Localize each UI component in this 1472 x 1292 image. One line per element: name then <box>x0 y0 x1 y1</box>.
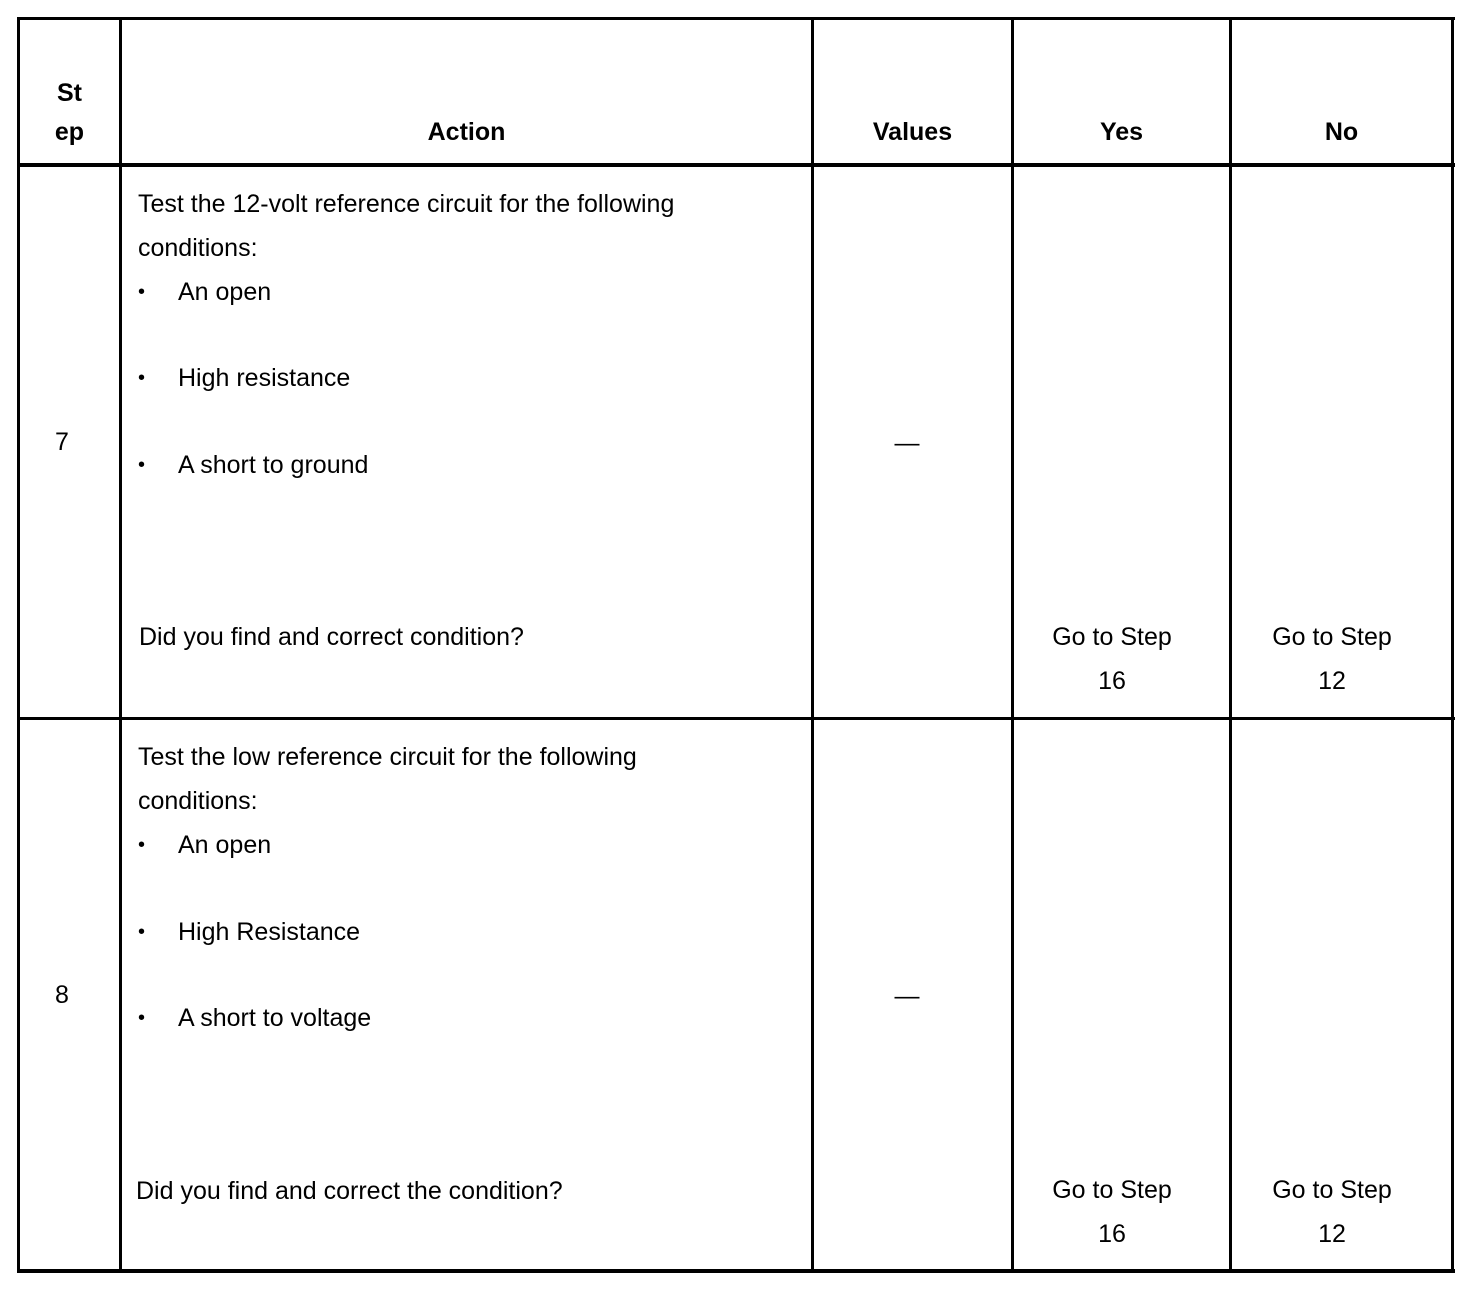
bullet-text: An open <box>178 278 272 306</box>
step-number: 8 <box>55 981 69 1009</box>
table-bottom-border <box>17 1269 1455 1273</box>
col-divider-step-action <box>119 17 122 1273</box>
no-target-step: 12 <box>1318 667 1346 695</box>
values-cell: — <box>894 429 920 457</box>
bullet-text: High Resistance <box>178 918 361 946</box>
step-number: 7 <box>55 428 69 456</box>
yes-target-step: 16 <box>1098 1220 1126 1248</box>
no-target <box>1232 1168 1432 1256</box>
values-cell: — <box>894 982 920 1010</box>
bullet-icon: • <box>138 367 146 389</box>
bullet-icon: • <box>138 1007 146 1029</box>
header-step-text: St ep <box>54 79 85 146</box>
bullet-text: High resistance <box>178 364 351 392</box>
bullet-icon: • <box>138 921 146 943</box>
action-intro-line: Test the 12-volt reference circuit for the following <box>138 190 675 218</box>
bullet-text: A short to voltage <box>178 1004 372 1032</box>
yes-target <box>1014 1168 1210 1256</box>
header-bottom-border <box>17 163 1455 167</box>
header-yes: Yes <box>1099 118 1144 146</box>
yes-target-label: Go to Step <box>1052 623 1172 651</box>
bullet-icon: • <box>138 281 146 303</box>
col-divider-action-values <box>811 17 814 1273</box>
yes-target-label: Go to Step <box>1052 1176 1172 1204</box>
no-target-step: 12 <box>1318 1220 1346 1248</box>
header-no: No <box>1324 118 1359 146</box>
yes-target <box>1014 615 1210 703</box>
action-intro-line: conditions: <box>138 787 258 815</box>
no-target-label: Go to Step <box>1272 623 1392 651</box>
no-target-label: Go to Step <box>1272 1176 1392 1204</box>
row-divider <box>17 717 1455 720</box>
table-right-border <box>1451 17 1454 1273</box>
no-target <box>1232 615 1432 703</box>
action-intro-line: Test the low reference circuit for the following <box>138 743 637 771</box>
action-intro-line: conditions: <box>138 234 258 262</box>
bullet-text: A short to ground <box>178 451 369 479</box>
table-top-border <box>17 17 1455 20</box>
bullet-icon: • <box>138 454 146 476</box>
header-values: Values <box>872 118 953 146</box>
header-step <box>20 74 119 152</box>
bullet-icon: • <box>138 834 146 856</box>
bullet-text: An open <box>178 831 272 859</box>
header-action: Action <box>427 118 506 146</box>
table-left-border <box>17 17 20 1273</box>
action-question: Did you find and correct condition? <box>139 623 524 651</box>
yes-target-step: 16 <box>1098 667 1126 695</box>
action-question: Did you find and correct the condition? <box>136 1177 563 1205</box>
